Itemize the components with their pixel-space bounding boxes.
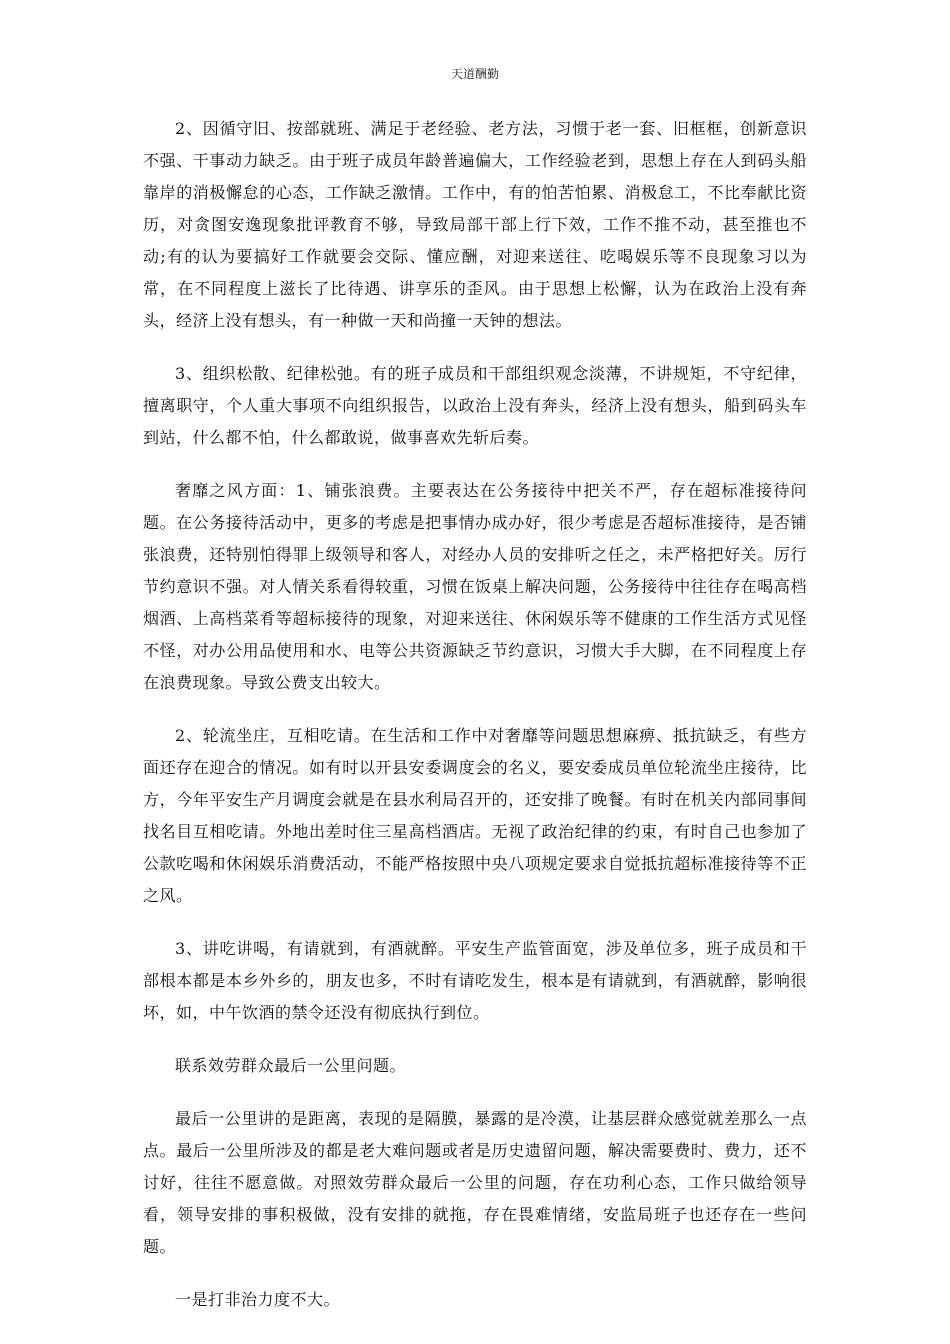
- paragraph: 最后一公里讲的是距离，表现的是隔膜，暴露的是冷漠，让基层群众感觉就差那么一点点。最后一公里所涉及的都是老大难问题或者是历史遗留问题，解决需要费时、费力，还不讨好，往往不愿意做。对照效劳群众最后一公里的问题，存在功利心态，工作只做给领导看，领导安排的事积极做，没有安排的就拖，存在畏难情绪，安监局班子也还存在一些问题。: [143, 1109, 807, 1256]
- page-header: 天道酬勤: [450, 67, 499, 81]
- paragraph: 2、因循守旧、按部就班、满足于老经验、老方法，习惯于老一套、旧框框，创新意识不强、干事动力缺乏。由于班子成员年龄普遍偏大，工作经验老到，思想上存在人到码头船靠岸的消极懈怠的心态，工作缺乏激情。工作中，有的怕苦怕累、消极怠工，不比奉献比资历，对贪图安逸现象批评教育不够，导致局部干部上行下效，工作不推不动，甚至推也不动;有的认为要搞好工作就要会交际、懂应酬，对迎来送往、吃喝娱乐等不良现象习以为常，在不同程度上滋长了比待遇、讲享乐的歪风。由于思想上松懈，认为在政治上没有奔头，经济上没有想头，有一种做一天和尚撞一天钟的想法。: [143, 119, 807, 330]
- paragraph: 奢靡之风方面：1、铺张浪费。主要表达在公务接待中把关不严，存在超标准接待问题。在公务接待活动中，更多的考虑是把事情办成办好，很少考虑是否超标准接待，是否铺张浪费，还特别怕得罪上级领导和客人，对经办人员的安排听之任之，未严格把好关。厉行节约意识不强。对人情关系看得较重，习惯在饭桌上解决问题，公务接待中往往存在喝高档烟酒、上高档菜肴等超标接待的现象，对迎来送往、休闲娱乐等不健康的工作生活方式见怪不怪，对办公用品使用和水、电等公共资源缺乏节约意识，习惯大手大脚，在不同程度上存在浪费现象。导致公费支出较大。: [143, 481, 807, 692]
- section-heading: 联系效劳群众最后一公里问题。: [175, 1056, 407, 1075]
- paragraph: 3、讲吃讲喝，有请就到，有酒就醉。平安生产监管面宽，涉及单位多，班子成员和干部根本都是本乡外乡的，朋友也多，不时有请吃发生，根本是有请就到，有酒就醉，影响很坏，如，中午饮酒的禁令还没有彻底执行到位。: [143, 939, 807, 1022]
- paragraph: 2、轮流坐庄，互相吃请。在生活和工作中对奢靡等问题思想麻痹、抵抗缺乏，有些方面还存在迎合的情况。如有时以开县安委调度会的名义，要安委成员单位轮流坐庄接待，比方，今年平安生产月调度会就是在县水利局召开的，还安排了晚餐。有时在机关内部同事间找名目互相吃请。外地出差时住三星高档酒店。无视了政治纪律的约束，有时自己也参加了公款吃喝和休闲娱乐消费活动，不能严格按照中央八项规定要求自觉抵抗超标准接待等不正之风。: [143, 726, 807, 905]
- paragraph: 一是打非治力度不大。: [175, 1290, 341, 1309]
- document-body: [143, 113, 807, 1337]
- paragraph: 3、组织松散、纪律松弛。有的班子成员和干部组织观念淡薄，不讲规矩，不守纪律，擅离职守，个人重大事项不向组织报告，以政治上没有奔头，经济上没有想头，船到码头车到站，什么都不怕，什么都敢说，做事喜欢先斩后奏。: [143, 364, 807, 447]
